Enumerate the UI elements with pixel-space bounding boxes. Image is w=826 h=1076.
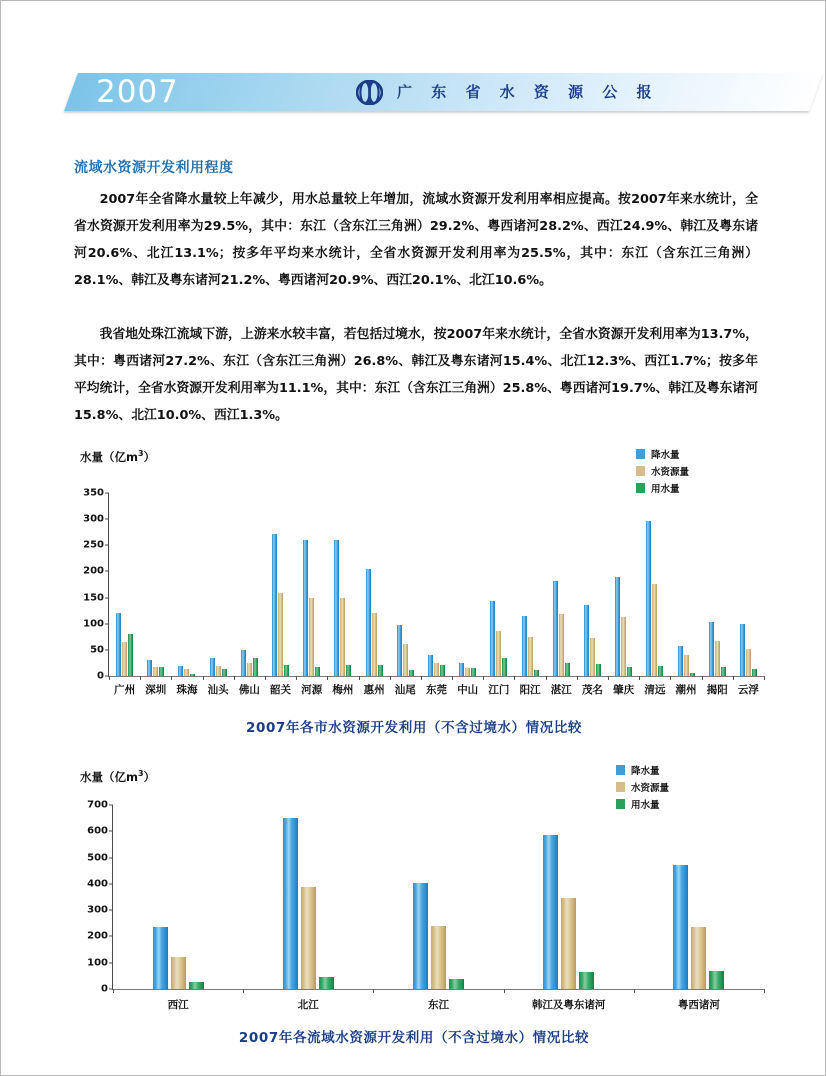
chart-cities-legend: [636, 447, 689, 498]
bar-rain: [459, 663, 464, 676]
bar-resource: [340, 598, 345, 676]
y-axis-tick-label: 700: [87, 799, 108, 811]
bar-group: [421, 493, 452, 676]
x-axis-label: 揭阳: [706, 684, 728, 696]
bar-resource: [652, 584, 657, 676]
bar-group: [670, 493, 701, 676]
x-axis-label: 河源: [301, 684, 323, 696]
bar-use: [658, 666, 663, 676]
y-axis-tick-label: 200: [83, 565, 104, 577]
x-axis-tick-mark: [764, 989, 765, 993]
x-axis-tick-mark: [171, 676, 172, 680]
x-axis-tick-mark: [234, 676, 235, 680]
bar-resource: [372, 613, 377, 676]
bar-group: [577, 493, 608, 676]
legend-item: [636, 481, 689, 494]
bar-group: [296, 493, 327, 676]
legend-swatch: [636, 466, 645, 476]
bar-group-bars: [303, 493, 320, 676]
bar-use: [222, 669, 227, 676]
x-axis-label: 肇庆: [613, 684, 635, 696]
legend-label: 用水量: [651, 483, 680, 495]
bar-group-bars: [678, 493, 695, 676]
bar-rain: [584, 605, 589, 676]
legend-swatch: [636, 483, 645, 493]
bar-group-bars: [116, 493, 133, 676]
legend-label: 降水量: [631, 765, 660, 777]
ylabel-exponent: 3: [137, 769, 144, 779]
bar-rain: [210, 658, 215, 676]
x-axis-tick-mark: [113, 989, 114, 993]
bar-resource: [621, 617, 626, 676]
bar-rain: [283, 818, 298, 989]
x-axis-label: 惠州: [363, 684, 385, 696]
x-axis-tick-mark: [764, 676, 765, 680]
bar-group-bars: [740, 493, 757, 676]
bar-rain: [646, 521, 651, 676]
bar-use: [190, 674, 195, 676]
bar-rain: [553, 581, 558, 676]
bar-group-bars: [210, 493, 227, 676]
bar-group: [514, 493, 545, 676]
bar-group: [373, 805, 503, 989]
bar-resource: [403, 644, 408, 676]
bar-resource: [184, 669, 189, 676]
section-title: 流域水资源开发利用程度: [74, 160, 234, 176]
bar-resource: [746, 649, 751, 676]
bar-resource: [715, 641, 720, 676]
x-axis-label: 佛山: [238, 684, 260, 696]
bar-use: [253, 658, 258, 676]
chart-cities-caption: 2007年各市水资源开发利用（不含过境水）情况比较: [245, 720, 583, 736]
x-axis-tick-mark: [140, 676, 141, 680]
bar-resource: [216, 666, 221, 676]
x-axis-label: 湛江: [550, 684, 572, 696]
bar-resource: [301, 887, 316, 989]
y-axis-tick-label: 600: [87, 825, 108, 837]
bar-use: [627, 667, 632, 676]
bar-use: [502, 658, 507, 676]
x-axis-tick-mark: [452, 676, 453, 680]
x-axis-label: 中山: [457, 684, 479, 696]
ylabel-exponent: 3: [137, 449, 144, 459]
bar-rain: [397, 625, 402, 676]
x-axis-label: 深圳: [145, 684, 167, 696]
x-axis-label: 潮州: [675, 684, 697, 696]
chart-basins-ylabel: [80, 769, 155, 785]
chart-cities-ylabel: [80, 449, 155, 465]
bar-use: [596, 664, 601, 676]
bar-rain: [543, 835, 558, 989]
paragraph-2: 我省地处珠江流域下游，上游来水较丰富，若包括过境水，按2007年来水统计，全省水资源开发利用率为13.7%，其中：粤西诸河27.2%、东江（含东江三角洲）26.8%、韩江及粤东诸河15.4%、北江12.3%、西江1.7%；按多年平均统计，全省水资源开发利用率为11.1%，其中：东江（含东江三角洲）25.8%、粤西诸河19.7%、韩江及粤东诸河15.8%、北江10.0%、西江1.3%。: [74, 327, 758, 423]
ylabel-text: 水量（亿m: [80, 450, 138, 464]
y-axis-tick-label: 100: [83, 618, 104, 630]
bar-resource: [278, 593, 283, 676]
x-axis-tick-mark: [577, 676, 578, 680]
bar-rain: [740, 624, 745, 676]
bar-group-bars: [428, 493, 445, 676]
bar-group-bars: [147, 493, 164, 676]
legend-swatch: [616, 799, 625, 809]
bar-group-bars: [584, 493, 601, 676]
y-axis-tick-label: 500: [87, 852, 108, 864]
x-axis-label: 北江: [297, 999, 319, 1011]
bar-resource: [496, 631, 501, 676]
bar-group-bars: [397, 493, 414, 676]
bar-group: [733, 493, 764, 676]
banner-year: 2007: [96, 74, 179, 110]
bar-rain: [428, 655, 433, 676]
x-axis-label: 韶关: [270, 684, 292, 696]
bar-group-bars: [553, 493, 570, 676]
y-axis-tick-label: 50: [90, 644, 104, 656]
chart-cities: [74, 449, 774, 699]
x-axis-tick-mark: [639, 676, 640, 680]
bar-group-bars: [615, 493, 632, 676]
x-axis-label: 东莞: [426, 684, 447, 696]
y-axis-tick-label: 200: [87, 930, 108, 942]
x-axis-label: 茂名: [581, 684, 603, 696]
bar-resource: [465, 668, 470, 676]
bar-resource: [434, 663, 439, 676]
chart-basins: [74, 765, 774, 1011]
bar-resource: [684, 655, 689, 676]
legend-item: [616, 780, 669, 793]
legend-item: [616, 763, 669, 776]
x-axis-tick-mark: [265, 676, 266, 680]
y-axis-tick-label: 300: [87, 904, 108, 916]
x-axis-tick-mark: [483, 676, 484, 680]
bar-group: [504, 805, 634, 989]
x-axis-label: 广州: [114, 684, 136, 696]
x-axis-tick-mark: [203, 676, 204, 680]
bar-group: [243, 805, 373, 989]
bar-group-bars: [272, 493, 289, 676]
bar-group-bars: [673, 805, 724, 989]
bar-use: [471, 668, 476, 676]
bar-group: [327, 493, 358, 676]
bar-resource: [247, 663, 252, 676]
banner-title: 广 东 省 水 资 源 公 报: [397, 83, 659, 101]
bar-rain: [615, 577, 620, 676]
x-axis-label: 韩江及粤东诸河: [531, 999, 606, 1011]
y-axis-tick-label: 400: [87, 878, 108, 890]
bar-resource: [559, 614, 564, 676]
legend-label: 用水量: [631, 799, 660, 811]
bar-use: [449, 979, 464, 990]
bar-group-bars: [543, 805, 594, 989]
x-axis-label: 汕头: [207, 684, 229, 696]
bar-rain: [147, 660, 152, 676]
bar-resource: [691, 927, 706, 989]
bar-resource: [122, 642, 127, 676]
x-axis-tick-mark: [634, 989, 635, 993]
bar-group: [546, 493, 577, 676]
bar-rain: [490, 601, 495, 676]
bar-use: [128, 634, 133, 676]
bar-use: [315, 667, 320, 676]
water-bureau-logo-icon: [356, 80, 383, 105]
bar-resource: [153, 667, 158, 676]
bar-group-bars: [283, 805, 334, 989]
legend-swatch: [616, 765, 625, 775]
bar-group-bars: [241, 493, 258, 676]
x-axis-tick-mark: [702, 676, 703, 680]
x-axis-tick-mark: [546, 676, 547, 680]
x-axis-tick-mark: [733, 676, 734, 680]
y-axis-tick-label: 0: [97, 670, 104, 682]
x-axis-label: 东江: [428, 999, 449, 1011]
bar-use: [346, 665, 351, 676]
y-axis-tick-label: 250: [83, 539, 104, 551]
legend-item: [616, 797, 669, 810]
bar-group: [234, 493, 265, 676]
paragraph-1: 2007年全省降水量较上年减少，用水总量较上年增加，流域水资源开发利用率相应提高。按2007年来水统计，全省水资源开发利用率为29.5%，其中：东江（含东江三角洲）29.2%、粤西诸河28.2%、西江24.9%、韩江及粤东诸河20.6%、北江13.1%；按多年平均来水统计，全省水资源开发利用率为25.5%，其中：东江（含东江三角洲）28.1%、韩江及粤东诸河21.2%、粤西诸河20.9%、西江20.1%、北江10.6%。: [74, 192, 758, 288]
bar-use: [579, 972, 594, 989]
x-axis-label: 汕尾: [394, 684, 416, 696]
legend-label: 水资源量: [651, 466, 690, 478]
bar-resource: [590, 638, 595, 676]
x-axis-tick-mark: [504, 989, 505, 993]
bar-rain: [334, 540, 339, 676]
bar-group: [171, 493, 202, 676]
bar-use: [709, 971, 724, 989]
bar-use: [534, 670, 539, 676]
bar-resource: [171, 957, 186, 989]
bar-use: [721, 667, 726, 676]
ylabel-tail: ）: [143, 450, 156, 464]
bar-group-bars: [153, 805, 204, 989]
x-axis-label: 西江: [167, 999, 189, 1011]
legend-swatch: [636, 449, 645, 459]
x-axis-tick-mark: [514, 676, 515, 680]
bar-rain: [678, 646, 683, 676]
bar-rain: [116, 613, 121, 676]
chart-basins-legend: [616, 763, 669, 814]
x-axis-label: 梅州: [332, 684, 354, 696]
ylabel-text: 水量（亿m: [80, 770, 138, 784]
bar-group: [203, 493, 234, 676]
x-axis-tick-mark: [373, 989, 374, 993]
bar-use: [189, 982, 204, 989]
bar-use: [565, 663, 570, 676]
bar-rain: [241, 650, 246, 676]
bar-rain: [366, 569, 371, 676]
bar-resource: [309, 598, 314, 676]
bar-rain: [272, 534, 277, 676]
x-axis-label: 江门: [488, 684, 510, 696]
bar-resource: [431, 926, 446, 989]
bar-group-bars: [178, 493, 195, 676]
bar-group: [702, 493, 733, 676]
bar-use: [378, 665, 383, 677]
bar-group: [608, 493, 639, 676]
bar-group-bars: [334, 493, 351, 676]
bar-group: [452, 493, 483, 676]
legend-item: [636, 464, 689, 477]
bar-rain: [178, 666, 183, 676]
bar-group: [113, 805, 243, 989]
y-axis-tick-label: 350: [83, 487, 104, 499]
legend-swatch: [616, 782, 625, 792]
bar-rain: [153, 927, 168, 989]
bar-group-bars: [646, 493, 663, 676]
bar-group: [639, 493, 670, 676]
bar-resource: [528, 637, 533, 676]
bar-group: [359, 493, 390, 676]
bar-group-bars: [366, 493, 383, 676]
chart-basins-caption: 2007年各流域水资源开发利用（不含过境水）情况比较: [238, 1030, 590, 1046]
bar-use: [159, 667, 164, 676]
x-axis-label: 云浮: [737, 684, 759, 696]
bar-rain: [303, 540, 308, 676]
x-axis-tick-mark: [359, 676, 360, 680]
y-axis-tick-label: 0: [101, 983, 108, 995]
ylabel-tail: ）: [143, 770, 156, 784]
bar-group: [390, 493, 421, 676]
bar-group-bars: [490, 493, 507, 676]
page-header-banner: [1, 73, 826, 113]
bar-group: [483, 493, 514, 676]
bar-use: [690, 673, 695, 676]
bar-rain: [709, 622, 714, 676]
bar-group: [140, 493, 171, 676]
y-axis-tick-label: 150: [83, 592, 104, 604]
y-axis-tick-label: 300: [83, 513, 104, 525]
bar-group: [265, 493, 296, 676]
bar-use: [284, 665, 289, 677]
legend-item: [636, 447, 689, 460]
x-axis-tick-mark: [670, 676, 671, 680]
x-axis-label: 清远: [644, 684, 666, 696]
bar-use: [319, 977, 334, 989]
x-axis-tick-mark: [109, 676, 110, 680]
x-axis-tick-mark: [608, 676, 609, 680]
bar-group-bars: [413, 805, 464, 989]
x-axis-label: 珠海: [176, 684, 198, 696]
legend-label: 降水量: [651, 449, 680, 461]
bar-resource: [561, 898, 576, 989]
bar-group: [634, 805, 764, 989]
bar-use: [440, 665, 445, 676]
bar-group-bars: [522, 493, 539, 676]
bar-use: [752, 669, 757, 676]
bar-rain: [522, 616, 527, 676]
x-axis-tick-mark: [296, 676, 297, 680]
chart-basins-plot: [87, 799, 764, 1011]
x-axis-tick-mark: [327, 676, 328, 680]
bar-group-bars: [459, 493, 476, 676]
y-axis-tick-label: 100: [87, 957, 108, 969]
bar-group-bars: [709, 493, 726, 676]
bar-rain: [413, 883, 428, 989]
x-axis-tick-mark: [243, 989, 244, 993]
bar-use: [409, 670, 414, 676]
x-axis-label: 粤西诸河: [677, 999, 720, 1011]
bar-group: [109, 493, 140, 676]
x-axis-label: 阳江: [519, 684, 541, 696]
x-axis-tick-mark: [421, 676, 422, 680]
bar-rain: [673, 865, 688, 989]
legend-label: 水资源量: [631, 782, 670, 794]
x-axis-tick-mark: [390, 676, 391, 680]
